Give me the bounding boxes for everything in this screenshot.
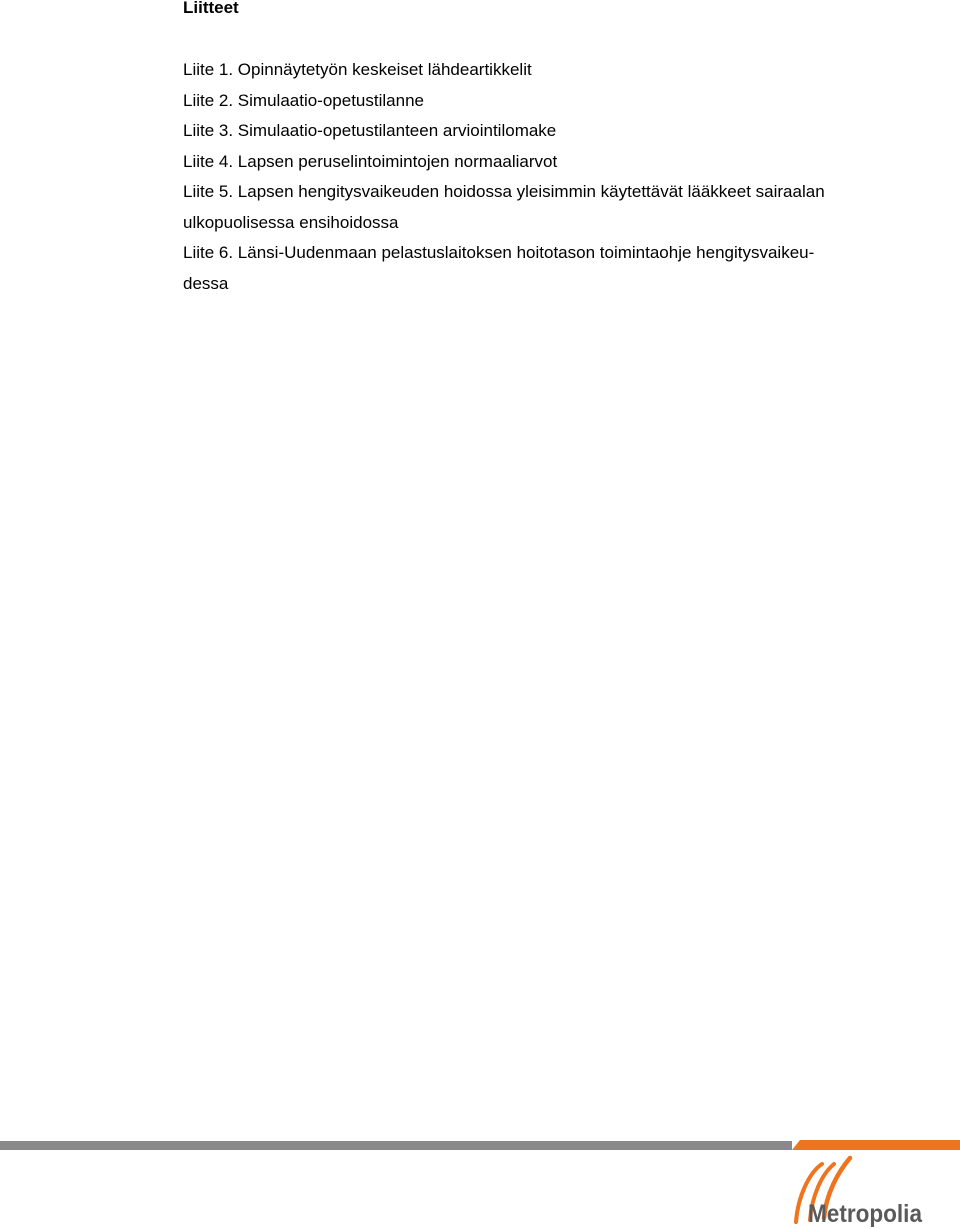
metropolia-logo [808,1196,953,1229]
appendix-item: Liite 1. Opinnäytetyön keskeiset lähdeartikkelit [183,60,532,79]
appendix-list [183,55,863,299]
appendix-item-continuation: ulkopuolisessa ensihoidossa [183,212,399,232]
appendix-item: Liite 4. Lapsen peruselintoimintojen normaaliarvot [183,151,558,171]
appendix-item: Liite 5. Lapsen hengitysvaikeuden hoidossa yleisimmin käytettävät lääkkeet sairaalan [183,182,825,201]
appendix-item: Liite 6. Länsi-Uudenmaan pelastuslaitoksen hoitotason toimintaohje hengitysvaikeu- [183,243,815,262]
appendix-item: Liite 3. Simulaatio-opetustilanteen arviointilomake [183,121,557,140]
appendix-item-continuation: dessa [183,273,229,293]
page-title: Liitteet [183,0,239,17]
brand-name: Metropolia [808,1200,923,1228]
appendix-item: Liite 2. Simulaatio-opetustilanne [183,90,424,110]
